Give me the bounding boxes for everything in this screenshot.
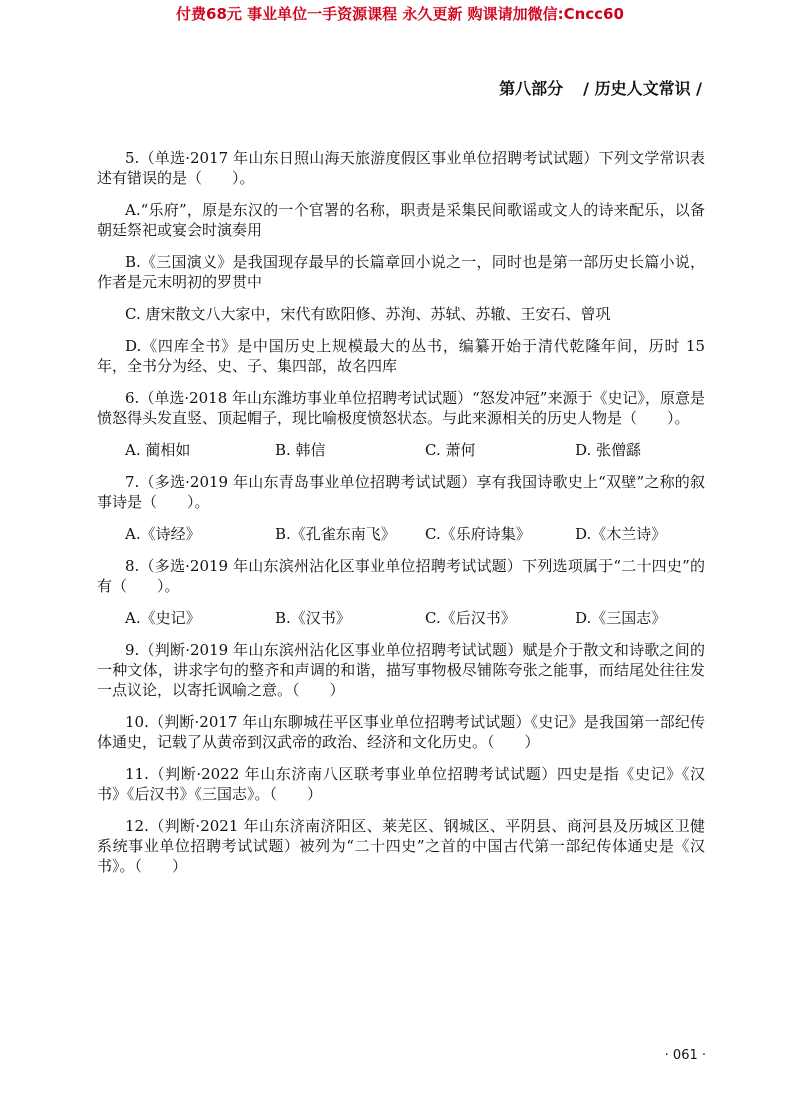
question-list [97, 148, 705, 888]
question-11-stem: 11.（判断·2022 年山东济南八区联考事业单位招聘考试试题）四史是指《史记》《汉书》《后汉书》《三国志》。（ ） [97, 765, 705, 803]
question-8-option-b: B.《汉书》 [275, 609, 351, 627]
question-7-option-b: B.《孔雀东南飞》 [275, 525, 396, 543]
question-5-option-b: B.《三国演义》是我国现存最早的长篇章回小说之一，同时也是第一部历史长篇小说，作者是元末明初的罗贯中 [97, 253, 705, 291]
question-12-stem: 12.（判断·2021 年山东济南济阳区、莱芜区、钢城区、平阴县、商河县及历城区卫健系统事业单位招聘考试试题）被列为“二十四史”之首的中国古代第一部纪传体通史是《汉书》。（ ） [97, 817, 705, 875]
question-7-stem: 7.（多选·2019 年山东青岛事业单位招聘考试试题）享有我国诗歌史上“双壁”之称的叙事诗是（ ）。 [97, 473, 705, 511]
question-9-stem: 9.（判断·2019 年山东滨州沾化区事业单位招聘考试试题）赋是介于散文和诗歌之间的一种文体，讲求字句的整齐和声调的和谐，描写事物极尽铺陈夸张之能事，而结尾处往往发一点议论，以寄托讽喻之意。（ ） [97, 641, 705, 699]
question-7-options [125, 524, 705, 544]
section-header [499, 76, 702, 99]
question-7-option-d: D.《木兰诗》 [575, 525, 667, 543]
question-8-option-c: C.《后汉书》 [425, 609, 516, 627]
question-6-options [125, 440, 705, 460]
question-8-option-d: D.《三国志》 [575, 609, 667, 627]
question-6-stem: 6.（单选·2018 年山东潍坊事业单位招聘考试试题）“怒发冲冠”来源于《史记》，原意是愤怒得头发直竖、顶起帽子，现比喻极度愤怒状态。与此来源相关的历史人物是（ ）。 [97, 389, 705, 427]
question-6-option-b: B. 韩信 [275, 441, 326, 459]
promo-banner: 付费68元 事业单位一手资源课程 永久更新 购课请加微信:Cncc60 [176, 5, 624, 23]
question-7-option-a: A.《诗经》 [125, 525, 201, 543]
question-8-stem: 8.（多选·2019 年山东滨州沾化区事业单位招聘考试试题）下列选项属于“二十四史”的有（ ）。 [97, 557, 705, 595]
section-part: 第八部分 [499, 79, 564, 98]
question-7-option-c: C.《乐府诗集》 [425, 525, 531, 543]
question-5-option-c: C. 唐宋散文八大家中，宋代有欧阳修、苏洵、苏轼、苏辙、王安石、曾巩 [125, 305, 611, 323]
question-5-option-d: D.《四库全书》是中国历史上规模最大的丛书，编纂开始于清代乾隆年间，历时 15 年，全书分为经、史、子、集四部，故名四库 [97, 337, 705, 375]
page-number: · 061 · [664, 1048, 706, 1063]
question-8-options [125, 608, 705, 628]
question-6-option-c: C. 萧何 [425, 441, 476, 459]
question-5-stem: 5.（单选·2017 年山东日照山海天旅游度假区事业单位招聘考试试题）下列文学常识表述有错误的是（ ）。 [97, 149, 705, 187]
question-6-option-a: A. 蔺相如 [125, 441, 191, 459]
question-8-option-a: A.《史记》 [125, 609, 201, 627]
question-10-stem: 10.（判断·2017 年山东聊城茌平区事业单位招聘考试试题）《史记》是我国第一部纪传体通史，记载了从黄帝到汉武帝的政治、经济和文化历史。（ ） [97, 713, 705, 751]
question-6-option-d: D. 张僧繇 [575, 441, 642, 459]
section-title: / 历史人文常识 / [583, 79, 702, 98]
question-5-option-a: A.“乐府”，原是东汉的一个官署的名称，职责是采集民间歌谣或文人的诗来配乐，以备朝廷祭祀或宴会时演奏用 [97, 201, 705, 239]
